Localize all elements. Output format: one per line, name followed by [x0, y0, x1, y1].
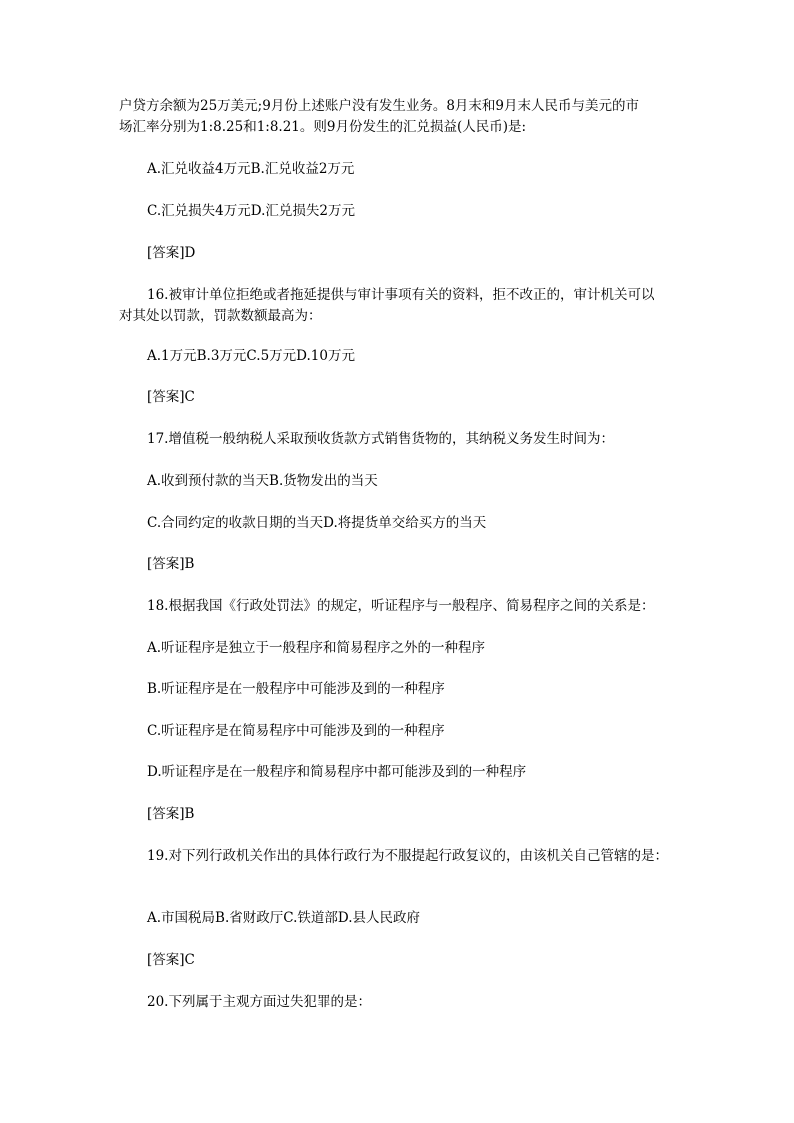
option-line: A.汇兑收益4万元B.汇兑收益2万元 — [147, 161, 355, 177]
text-line: 户贷方余额为25万美元;9月份上述账户没有发生业务。8月末和9月末人民币与美元的市 — [119, 98, 639, 114]
option-line: A.1万元B.3万元C.5万元D.10万元 — [147, 348, 355, 364]
question-line: 16.被审计单位拒绝或者拖延提供与审计事项有关的资料，拒不改正的，审计机关可以 — [147, 287, 655, 303]
text-line: 场汇率分别为1:8.25和1:8.21。则9月份发生的汇兑损益(人民币)是: — [119, 119, 527, 135]
answer-line: [答案]C — [147, 389, 195, 405]
option-line: A.市国税局B.省财政厅C.铁道部D.县人民政府 — [147, 910, 421, 926]
option-line: A.收到预付款的当天B.货物发出的当天 — [147, 473, 378, 489]
question-line: 18.根据我国《行政处罚法》的规定，听证程序与一般程序、简易程序之间的关系是： — [147, 598, 655, 614]
question-line: 20.下列属于主观方面过失犯罪的是： — [147, 994, 371, 1010]
answer-line: [答案]C — [147, 952, 195, 968]
option-line: C.汇兑损失4万元D.汇兑损失2万元 — [147, 203, 355, 219]
question-line: 17.增值税一般纳税人采取预收货款方式销售货物的，其纳税义务发生时间为： — [147, 431, 614, 447]
question-line: 19.对下列行政机关作出的具体行政行为不服提起行政复议的，由该机关自己管辖的是： — [147, 848, 668, 864]
option-line: C.合同约定的收款日期的当天D.将提货单交给买方的当天 — [147, 515, 487, 531]
text-line: 对其处以罚款，罚款数额最高为： — [119, 308, 322, 324]
option-line: A.听证程序是独立于一般程序和简易程序之外的一种程序 — [147, 640, 486, 656]
answer-line: [答案]D — [147, 245, 196, 261]
option-line: B.听证程序是在一般程序中可能涉及到的一种程序 — [147, 681, 445, 697]
option-line: D.听证程序是在一般程序和简易程序中都可能涉及到的一种程序 — [147, 764, 527, 780]
answer-line: [答案]B — [147, 806, 195, 822]
answer-line: [答案]B — [147, 556, 195, 572]
option-line: C.听证程序是在简易程序中可能涉及到的一种程序 — [147, 723, 445, 739]
